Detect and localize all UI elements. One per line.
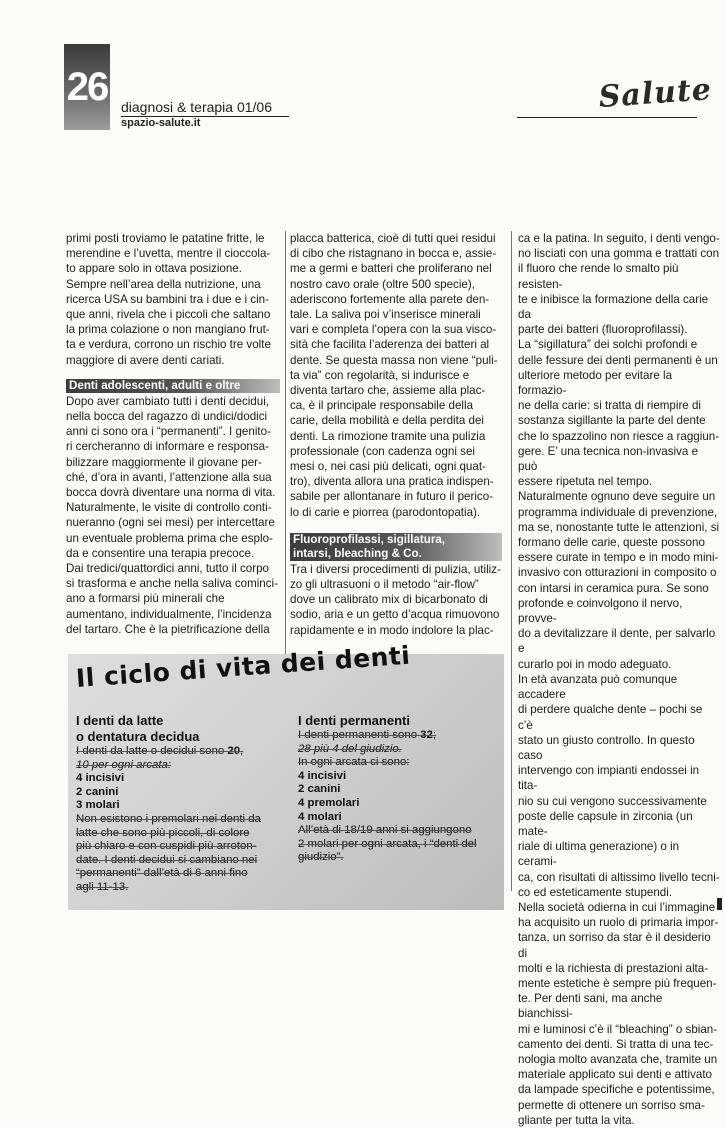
box-column-denti-permanenti [298,713,498,865]
text-line: formano delle carie, queste possono [518,536,705,550]
text-line: di cibo che ristagnano in bocca e, assie- [290,247,497,261]
text-line: vari e completa l’opera con la sua visco- [290,323,497,337]
text-line: poste delle capsule in zirconia (un mate- [518,809,693,838]
text-line: la prima colazione o non mangiano frut- [66,323,270,337]
box-line: 10 per ogni arcata: [76,758,171,771]
text-line: permette di ottenere un sorriso sma- [518,1098,705,1112]
text-line: aderiscono fortemente alla parete den- [290,292,490,306]
box-item: 2 canini [76,785,119,798]
text-line: tale. La saliva poi v’inserisce minerali [290,308,481,322]
text-line: Naturalmente, le visite di controllo conti- [66,501,272,515]
column-3-body [518,231,720,1128]
text-line: tanza, un sorriso da star è il desiderio di [518,931,711,960]
text-line: ta via” con regolarità, si indurisce e [290,368,470,382]
box-item: 4 incisivi [76,772,125,785]
text-line: agli 11-13. [76,880,129,893]
text-line: nostro cavo orale (oltre 500 specie), [290,277,475,291]
text-line: Tra i diversi procedimenti di pulizia, utiliz- [290,562,501,576]
text-line: gere. E’ una tecnica non-invasiva e può [518,444,699,474]
text-line: ulteriore metodo per evitare la formazio- [518,368,673,398]
box-title: Il ciclo di vita dei denti [74,640,412,693]
text-line: il fluoro che rende lo smalto più resisten- [518,262,679,291]
box-note [298,824,498,865]
box-heading: I denti permanenti [298,713,410,728]
column-divider [285,231,286,679]
text-line: programma individuale di prevenzione, [518,505,718,519]
box-line: I denti permanenti sono 32; [298,729,437,741]
text-line: stato un giusto controllo. In questo caso [518,733,695,762]
text-line: date. I denti decidui si cambiano nei [76,853,258,866]
text-line: parte dei batteri (fluoroprofilassi). [518,323,688,337]
text-line: del tartaro. Che è la pietrificazione della [66,622,270,636]
text-line: ne della carie: si tratta di riempire di [518,399,702,413]
text-line: ma se, nonostante tutte le attenzioni, si [518,520,720,534]
section-title: Salute [597,72,713,115]
text-line: curarlo poi in modo adeguato. [518,657,672,671]
text-line: La “sigillatura” dei solchi profondi e [518,338,698,352]
text-line: lo di carie e piorrea (parodontopatia). [290,505,481,519]
text-line: merendine e l’uvetta, mentre il cioccola- [66,247,271,261]
box-item: 4 molari [298,810,342,823]
box-heading: o dentatura decidua [76,729,200,744]
text-line: invasivo con otturazioni in composito o [518,566,717,580]
text-line: no lisciati con una gomma e trattati con [518,247,720,261]
article-column-3 [518,231,720,1128]
text-line: tro), diventa allora una pratica indispen- [290,475,494,489]
text-line: te e inibisce la formazione della carie da [518,292,709,322]
box-heading: I denti da latte [76,713,164,728]
text-line: Nella società odierna in cui l’immagine [518,900,716,914]
box-item: 3 molari [76,799,120,812]
text-line: ca, è il principale responsabile della [290,399,474,413]
text-line: che lo spazzolino non riesce a raggiun- [518,429,720,443]
article-column-1 [66,231,280,637]
text-line: dove un calibrato mix di bicarbonato di [290,593,488,607]
text-line: nio su cui vengono successivamente [518,794,707,808]
text-line: ca e la patina. In seguito, i denti vengo- [518,232,720,245]
text-line: Dai tredici/quattordici anni, tutto il corpo [66,562,269,576]
text-line: ricerca USA su bambini tra i due e i cin- [66,292,269,306]
text-line: di perdere qualche dente – pochi se c’è [518,703,703,732]
text-line: All’età di 18/19 anni si aggiungono [298,824,472,837]
text-line: denti. La rimozione tramite una pulizia [290,429,486,443]
text-line: nologia molto avanzata che, tramite un [518,1052,718,1066]
column-1-intro [66,231,280,368]
page-number: 26 [64,44,110,130]
text-line: rapidamente e in modo indolore la plac- [290,623,494,637]
text-line: bilizzare maggiormente il giovane per- [66,455,262,469]
text-line: Naturalmente ognuno deve seguire un [518,490,716,504]
text-line: sità che facilita l’aderenza dei batteri al [290,338,490,352]
text-line: placca batterica, cioè di tutti quei residui [290,232,496,245]
text-line: più chiaro e con cuspidi più arroton- [76,840,257,853]
text-line: sostanza sigillante la parte del dente [518,414,706,428]
text-line: to appare solo in ottava posizione. [66,262,242,276]
article-column-2 [290,231,502,638]
box-item: 4 premolari [298,796,360,809]
text-line: riale di ultima generazione) o in cerami- [518,840,680,869]
text-line: un eventuale problema prima che esplo- [66,531,273,545]
text-line: ano a formarsi più minerali che [66,592,225,606]
text-line: delle fessure dei denti permanenti è un [518,353,718,367]
text-line: ca, con risultati di altissimo livello tecni- [518,870,720,884]
text-line: si trasforma e anche nella saliva cominci- [66,577,278,591]
text-line: te. Per denti sani, ma anche bianchissi- [518,992,663,1021]
box-line: In ogni arcata ci sono: [298,756,410,769]
column-divider [511,231,512,891]
text-line: latte che sono più piccoli, di colore [76,826,250,839]
box-line: I denti da latte o decidui sono 20, [76,745,244,757]
text-line: mesi o, nei casi più delicati, ogni quat- [290,460,486,474]
text-line: professionale (con cadenza ogni sei [290,444,475,458]
text-line: sabile per allontanare in futuro il perico- [290,490,494,504]
text-line: Non esistono i premolari nei denti da [76,812,261,825]
text-line: Dopo aver cambiato tutti i denti decidui, [66,394,270,408]
column-2-body [290,231,502,520]
text-line: ha acquisito un ruolo di primaria impor- [518,916,719,930]
text-line: maggiore di avere denti cariati. [66,353,225,367]
text-line: bocca dovrà diventare una norma di vita. [66,486,276,500]
column-1-body [66,394,280,637]
text-line: mi e luminosi c’è il “bleaching” o sbian- [518,1022,718,1036]
column-2-body-2 [290,562,502,638]
text-line: co ed esteticamente stupendi. [518,885,673,899]
text-line: sodio, aria e un getto d’acqua rimuovono [290,608,500,622]
text-line: nella bocca del ragazzo di undici/dodici [66,410,268,424]
text-line: me a germi e batteri che proliferano nel [290,262,492,276]
text-line: do a devitalizzare il dente, per salvarlo e [518,627,716,656]
text-line: gliante per tutta la vita. [518,1113,635,1127]
box-column-denti-da-latte [76,713,276,895]
text-line: Sempre nell’area della nutrizione, una [66,277,261,291]
text-line: zo gli ultrasuoni o il metodo “air-flow” [290,578,479,592]
text-line: ché, d’ora in avanti, l’attenzione alla sua [66,470,272,484]
text-line: molti e la richiesta di prestazioni alta- [518,961,709,975]
text-line: ta e verdura, corrono un rischio tre volte [66,338,271,352]
subhead-fluoroprofilassi-2: intarsi, bleaching & Co. [290,547,502,561]
issue-label: diagnosi & terapia 01/06 [121,99,272,115]
text-line: nueranno (ogni sei mesi) per intercettare [66,516,275,530]
text-line: dente. Se questa massa non viene “puli- [290,353,498,367]
text-line: con intarsi in ceramica pura. Se sono [518,581,709,595]
box-note [76,813,276,895]
text-line: essere curate in tempo e in modo mini- [518,551,719,565]
text-line: 2 molari per ogni arcata, i “denti del [298,837,477,850]
text-line: aumentano, individualmente, l’incidenza [66,607,272,621]
text-line: diventa tartaro che, assieme alla plac- [290,384,486,398]
subhead-fluoroprofilassi-1: Fluoroprofilassi, sigillatura, [290,533,502,547]
text-line: que anni, rivela che i piccoli che saltano [66,308,271,322]
text-line: intervengo con impianti endossei in tita- [518,764,700,793]
text-line: da e consentire una terapia precoce. [66,546,255,560]
text-line: carie, della mobilità e della perdita dei [290,414,484,428]
text-line: primi posti troviamo le patatine fritte, le [66,232,265,245]
text-line: ri cercheranno di informare e responsa- [66,440,269,454]
site-url: spazio-salute.it [121,117,201,129]
text-line: essere ripetuta nel tempo. [518,475,653,489]
text-line: In età avanzata può comunque accadere [518,672,678,702]
text-line: mente estetiche è sempre più frequen- [518,976,717,990]
text-line: giudizio”. [298,851,344,864]
text-line: profonde e coinvolgono il nervo, provve- [518,596,683,626]
text-line: materiale applicato sui denti e attivato [518,1068,712,1082]
box-item: 2 canini [298,783,341,796]
box-item: 4 incisivi [298,769,347,782]
text-line: “permanenti” dall’età di 6 anni fino [76,867,248,880]
subhead-adolescenti: Denti adolescenti, adulti e oltre [66,379,280,393]
text-line: anni ci sono ora i “permanenti”. I genito- [66,425,271,439]
edge-mark [717,898,722,910]
sidebar-box-ciclo-denti [68,640,504,910]
section-rule [517,117,697,118]
text-line: da lampade specifiche e potentissime, [518,1083,715,1097]
box-line: 28 più 4 del giudizio. [298,742,402,755]
text-line: camento dei denti. Si tratta di una tec- [518,1037,714,1051]
